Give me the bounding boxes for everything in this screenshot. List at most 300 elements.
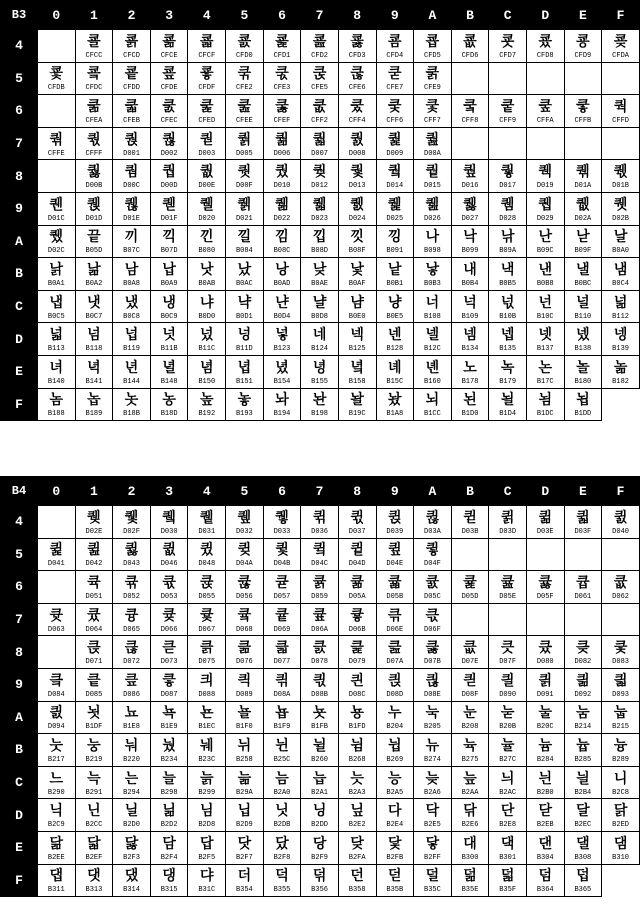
empty-cell	[564, 603, 602, 636]
code-cell	[301, 506, 339, 539]
code-cell	[602, 636, 640, 669]
unicode-code: D075	[198, 658, 216, 667]
unicode-code: B1CC	[424, 410, 441, 419]
code-cell	[451, 225, 489, 258]
code-cell	[376, 258, 414, 291]
code-cell	[150, 160, 188, 193]
unicode-code: B080	[198, 247, 216, 256]
hangul-glyph: 뇽	[350, 705, 364, 722]
code-cell	[376, 668, 414, 701]
unicode-code: B180	[574, 377, 592, 386]
code-cell	[150, 603, 188, 636]
column-header: 8	[338, 1, 376, 30]
code-cell	[38, 831, 76, 864]
hangul-glyph: 늡	[312, 770, 327, 787]
code-cell	[489, 766, 527, 799]
hangul-glyph: 큞	[500, 574, 515, 591]
unicode-code: B0A0	[612, 247, 629, 256]
unicode-code: B204	[386, 723, 404, 732]
unicode-code: B05D	[85, 247, 103, 256]
code-cell	[226, 225, 264, 258]
code-cell	[489, 734, 527, 767]
unicode-code: D02A	[574, 214, 592, 223]
unicode-code: CFD0	[235, 51, 253, 60]
code-cell	[338, 30, 376, 63]
unicode-code: B0D1	[235, 312, 253, 321]
unicode-code: D046	[160, 560, 178, 569]
unicode-code: B182	[612, 377, 629, 386]
unicode-code: B1E9	[160, 723, 178, 732]
unicode-code: B179	[499, 377, 517, 386]
hangul-glyph: 뇹	[275, 705, 289, 722]
code-cell	[75, 701, 113, 734]
hangul-glyph: 퀱	[199, 509, 214, 526]
hangul-glyph: 퀺	[425, 509, 440, 526]
hangul-glyph: 퀪	[576, 196, 590, 213]
unicode-code: D073	[160, 658, 178, 667]
code-cell	[113, 355, 151, 388]
column-header: 2	[113, 477, 151, 506]
code-cell	[564, 636, 602, 669]
hangul-glyph: 쿢	[237, 66, 252, 83]
code-cell	[301, 388, 339, 421]
code-cell	[564, 225, 602, 258]
unicode-code: CFD9	[574, 51, 592, 60]
row-header: 5	[1, 62, 38, 95]
column-header: 5	[226, 1, 264, 30]
unicode-code: B140	[47, 377, 65, 386]
hangul-glyph: 냐	[199, 294, 214, 311]
unicode-code: D069	[273, 625, 291, 634]
unicode-code: B2E4	[386, 821, 404, 830]
unicode-code: D04A	[235, 560, 253, 569]
unicode-code: B098	[424, 247, 441, 256]
hangul-glyph: 늘	[162, 770, 176, 787]
hangul-glyph: 퀫	[613, 196, 628, 213]
hangul-glyph: 놋	[124, 392, 139, 409]
code-cell	[414, 62, 452, 95]
unicode-code: B313	[85, 886, 103, 895]
code-cell	[263, 668, 301, 701]
hangul-glyph: 킄	[49, 672, 64, 689]
row-header: 8	[1, 160, 38, 193]
code-cell	[263, 831, 301, 864]
unicode-code: B20C	[536, 723, 554, 732]
hangul-glyph: 뉜	[275, 737, 289, 754]
row-header: E	[1, 831, 38, 864]
hangul-glyph: 닻	[388, 835, 402, 852]
code-cell	[150, 799, 188, 832]
hangul-glyph: 쿞	[162, 66, 176, 83]
code-cell	[564, 506, 602, 539]
hangul-glyph: 퀋	[87, 164, 101, 181]
code-cell	[526, 701, 564, 734]
unicode-code: D090	[499, 690, 517, 699]
hangul-glyph: 큦	[162, 607, 176, 624]
hangul-glyph: 큕	[199, 574, 214, 591]
unicode-code: B290	[47, 788, 65, 797]
unicode-code: D094	[47, 723, 65, 732]
code-cell	[38, 355, 76, 388]
code-cell	[301, 323, 339, 356]
hangul-glyph: 큾	[463, 640, 477, 657]
unicode-code: D08C	[348, 690, 366, 699]
unicode-code: B268	[348, 755, 366, 764]
hangul-glyph: 큲	[124, 640, 139, 657]
row-header: 6	[1, 571, 38, 604]
unicode-code: D053	[160, 592, 178, 601]
code-cell	[150, 62, 188, 95]
code-cell	[526, 388, 564, 421]
hangul-glyph: 큑	[87, 574, 101, 591]
hangul-glyph: 낫	[199, 261, 214, 278]
code-cell	[188, 864, 226, 897]
code-cell	[188, 668, 226, 701]
hangul-glyph: 낭	[275, 261, 289, 278]
code-cell	[564, 571, 602, 604]
unicode-code: CFCE	[160, 51, 178, 60]
unicode-code: D043	[123, 560, 140, 569]
unicode-code: D037	[348, 527, 366, 536]
code-cell	[376, 95, 414, 128]
unicode-code: CFE7	[386, 84, 404, 93]
code-cell	[489, 225, 527, 258]
unicode-code: CFE6	[348, 84, 366, 93]
unicode-code: B2F8	[273, 853, 291, 862]
hangul-glyph: 큍	[350, 542, 364, 559]
unicode-code: B110	[574, 312, 592, 321]
hangul-glyph: 놉	[87, 392, 101, 409]
code-cell	[188, 603, 226, 636]
unicode-code: B109	[461, 312, 479, 321]
hangul-glyph: 닐	[124, 803, 139, 820]
code-cell	[226, 701, 264, 734]
hangul-glyph: 쿦	[350, 66, 364, 83]
code-cell	[489, 323, 527, 356]
code-cell	[75, 538, 113, 571]
unicode-code: B260	[311, 755, 328, 764]
code-cell	[451, 571, 489, 604]
code-cell	[338, 831, 376, 864]
hangul-glyph: 퀆	[275, 131, 289, 148]
code-cell	[150, 636, 188, 669]
code-cell	[75, 766, 113, 799]
hangul-glyph: 단	[500, 803, 515, 820]
unicode-code: D08F	[461, 690, 479, 699]
hangul-glyph: 퀚	[576, 164, 590, 181]
code-cell	[263, 571, 301, 604]
empty-cell	[38, 506, 76, 539]
unicode-code: D080	[536, 658, 554, 667]
code-cell	[338, 734, 376, 767]
unicode-code: B365	[574, 886, 592, 895]
unicode-code: B300	[461, 853, 479, 862]
hangul-glyph: 끼	[124, 229, 139, 246]
unicode-code: D071	[85, 658, 103, 667]
code-cell	[150, 571, 188, 604]
hangul-glyph: 쿜	[87, 66, 101, 83]
code-cell	[526, 95, 564, 128]
empty-cell	[451, 603, 489, 636]
row-header: 8	[1, 636, 38, 669]
code-cell	[301, 355, 339, 388]
unicode-code: D042	[85, 560, 103, 569]
row-header: A	[1, 225, 38, 258]
row-header: D	[1, 799, 38, 832]
unicode-code: B20B	[499, 723, 517, 732]
unicode-code: B0D8	[311, 312, 328, 321]
code-cell	[113, 160, 151, 193]
hangul-glyph: 큎	[388, 542, 402, 559]
code-cell	[489, 668, 527, 701]
hangul-glyph: 뉘	[237, 737, 252, 754]
unicode-code: B160	[424, 377, 441, 386]
code-cell	[263, 323, 301, 356]
hangul-glyph: 퀧	[463, 196, 477, 213]
code-cell	[150, 831, 188, 864]
unicode-code: B258	[235, 755, 253, 764]
code-cell	[113, 864, 151, 897]
code-cell	[263, 636, 301, 669]
table-row	[1, 258, 640, 291]
code-cell	[451, 95, 489, 128]
unicode-code: D00D	[160, 182, 178, 191]
row-header: 5	[1, 538, 38, 571]
hangul-glyph: 년	[124, 359, 139, 376]
code-cell	[376, 766, 414, 799]
code-cell	[226, 571, 264, 604]
unicode-code: D077	[273, 658, 291, 667]
unicode-code: D019	[536, 182, 554, 191]
code-cell	[376, 127, 414, 160]
unicode-code: D055	[198, 592, 216, 601]
hangul-glyph: 넜	[199, 327, 214, 344]
hangul-glyph: 남	[124, 261, 139, 278]
unicode-code: B0B3	[424, 279, 441, 288]
hangul-glyph: 큟	[538, 574, 552, 591]
table-row	[1, 290, 640, 323]
hangul-glyph: 쿾	[49, 131, 64, 148]
hangul-glyph: 퀏	[237, 164, 252, 181]
unicode-code: D068	[235, 625, 253, 634]
hangul-glyph: 쿬	[162, 98, 176, 115]
hangul-glyph: 눌	[538, 705, 552, 722]
unicode-code: D00A	[424, 149, 441, 158]
code-cell	[338, 766, 376, 799]
hangul-glyph: 큮	[388, 607, 402, 624]
code-cell	[602, 258, 640, 291]
unicode-code: B1DD	[574, 410, 592, 419]
unicode-code: D01A	[574, 182, 592, 191]
row-header: A	[1, 701, 38, 734]
unicode-code: B148	[160, 377, 178, 386]
unicode-code: B1DF	[85, 723, 103, 732]
table-row	[1, 225, 640, 258]
unicode-code: B189	[85, 410, 103, 419]
table-row	[1, 355, 640, 388]
code-cell	[188, 571, 226, 604]
code-cell	[301, 160, 339, 193]
code-cell	[338, 192, 376, 225]
code-cell	[188, 258, 226, 291]
unicode-code: D021	[235, 214, 253, 223]
unicode-code: CFDE	[160, 84, 178, 93]
row-header: 9	[1, 192, 38, 225]
code-cell	[226, 831, 264, 864]
unicode-code: B138	[574, 345, 592, 354]
hangul-glyph: 념	[199, 359, 214, 376]
hangul-glyph: 쿻	[576, 98, 590, 115]
code-cell	[338, 636, 376, 669]
unicode-code: B0B8	[536, 279, 554, 288]
unicode-code: D092	[574, 690, 592, 699]
hangul-glyph: 퀒	[312, 164, 327, 181]
code-cell	[451, 734, 489, 767]
hangul-glyph: 덤	[538, 868, 552, 885]
code-cell	[263, 388, 301, 421]
code-cell	[376, 831, 414, 864]
hangul-glyph: 덛	[388, 868, 402, 885]
hangul-glyph: 뇌	[425, 392, 440, 409]
unicode-code: B0D4	[273, 312, 291, 321]
unicode-code: B1F9	[273, 723, 291, 732]
unicode-code: D086	[123, 690, 140, 699]
unicode-code: B219	[85, 755, 103, 764]
hangul-glyph: 넣	[275, 327, 289, 344]
code-cell	[38, 127, 76, 160]
hangul-glyph: 큃	[124, 542, 139, 559]
hangul-glyph: 뇟	[87, 705, 101, 722]
hangul-glyph: 놔	[275, 392, 289, 409]
code-cell	[526, 636, 564, 669]
unicode-code: B0C9	[160, 312, 178, 321]
unicode-code: B35E	[461, 886, 479, 895]
code-cell	[526, 160, 564, 193]
code-table-b4	[0, 476, 640, 897]
hangul-glyph: 댔	[124, 868, 139, 885]
unicode-code: D083	[612, 658, 629, 667]
hangul-glyph: 느	[49, 770, 64, 787]
hangul-glyph: 늰	[538, 770, 552, 787]
unicode-code: CFD2	[311, 51, 328, 60]
column-header: 7	[301, 477, 339, 506]
hangul-glyph: 킎	[425, 672, 440, 689]
code-cell	[226, 62, 264, 95]
unicode-code: D04F	[424, 560, 441, 569]
unicode-code: D091	[536, 690, 554, 699]
unicode-code: B269	[386, 755, 404, 764]
hangul-glyph: 킒	[576, 672, 590, 689]
hangul-glyph: 눼	[199, 737, 214, 754]
row-header: 7	[1, 603, 38, 636]
unicode-code: B0C5	[47, 312, 65, 321]
unicode-code: D016	[461, 182, 479, 191]
unicode-code: B0C7	[85, 312, 103, 321]
hangul-glyph: 퀡	[237, 196, 252, 213]
hangul-glyph: 낌	[275, 229, 289, 246]
unicode-code: B0C8	[123, 312, 140, 321]
column-header: E	[564, 477, 602, 506]
unicode-code: D023	[311, 214, 328, 223]
unicode-code: D076	[235, 658, 253, 667]
code-cell	[113, 766, 151, 799]
unicode-code: D03A	[424, 527, 441, 536]
unicode-code: D04C	[311, 560, 328, 569]
unicode-code: B2E2	[348, 821, 366, 830]
code-cell	[451, 160, 489, 193]
code-cell	[113, 603, 151, 636]
row-header: D	[1, 323, 38, 356]
unicode-code: B1FD	[348, 723, 366, 732]
column-header: C	[489, 477, 527, 506]
hangul-glyph: 퀻	[463, 509, 477, 526]
hangul-glyph: 큤	[87, 607, 101, 624]
code-cell	[414, 603, 452, 636]
code-cell	[263, 864, 301, 897]
empty-cell	[602, 127, 640, 160]
unicode-code: B0A1	[47, 279, 65, 288]
row-header: E	[1, 355, 38, 388]
code-cell	[602, 30, 640, 63]
code-cell	[75, 603, 113, 636]
code-cell	[414, 258, 452, 291]
code-cell	[113, 831, 151, 864]
unicode-code: D064	[85, 625, 103, 634]
hangul-glyph: 늅	[576, 737, 590, 754]
code-cell	[75, 62, 113, 95]
hangul-glyph: 낏	[350, 229, 364, 246]
column-header: 3	[150, 1, 188, 30]
unicode-code: D005	[235, 149, 253, 158]
code-cell	[150, 388, 188, 421]
hangul-glyph: 큈	[199, 542, 214, 559]
unicode-code: B119	[123, 345, 140, 354]
code-cell	[263, 62, 301, 95]
code-cell	[226, 355, 264, 388]
hangul-glyph: 댐	[613, 835, 628, 852]
code-cell	[602, 160, 640, 193]
code-cell	[263, 355, 301, 388]
hangul-glyph: 놈	[49, 392, 64, 409]
unicode-code: D015	[424, 182, 441, 191]
unicode-code: B35C	[424, 886, 441, 895]
row-header: 7	[1, 127, 38, 160]
code-cell	[451, 766, 489, 799]
unicode-code: CFDC	[85, 84, 103, 93]
hangul-glyph: 놂	[613, 359, 628, 376]
hangul-glyph: 퀔	[388, 164, 402, 181]
code-cell	[451, 864, 489, 897]
code-cell	[301, 225, 339, 258]
unicode-code: B356	[311, 886, 328, 895]
unicode-code: B155	[311, 377, 328, 386]
code-cell	[338, 799, 376, 832]
unicode-code: D04B	[273, 560, 291, 569]
unicode-code: B2EC	[574, 821, 592, 830]
hangul-glyph: 킊	[275, 672, 289, 689]
code-cell	[75, 668, 113, 701]
unicode-code: B2EE	[47, 853, 65, 862]
code-cell	[75, 225, 113, 258]
code-cell	[602, 290, 640, 323]
hangul-glyph: 퀣	[312, 196, 327, 213]
code-cell	[226, 127, 264, 160]
code-cell	[602, 225, 640, 258]
hangul-glyph: 큛	[388, 574, 402, 591]
unicode-code: CFEA	[85, 116, 103, 125]
unicode-code: B125	[348, 345, 366, 354]
hangul-glyph: 퀿	[576, 509, 590, 526]
